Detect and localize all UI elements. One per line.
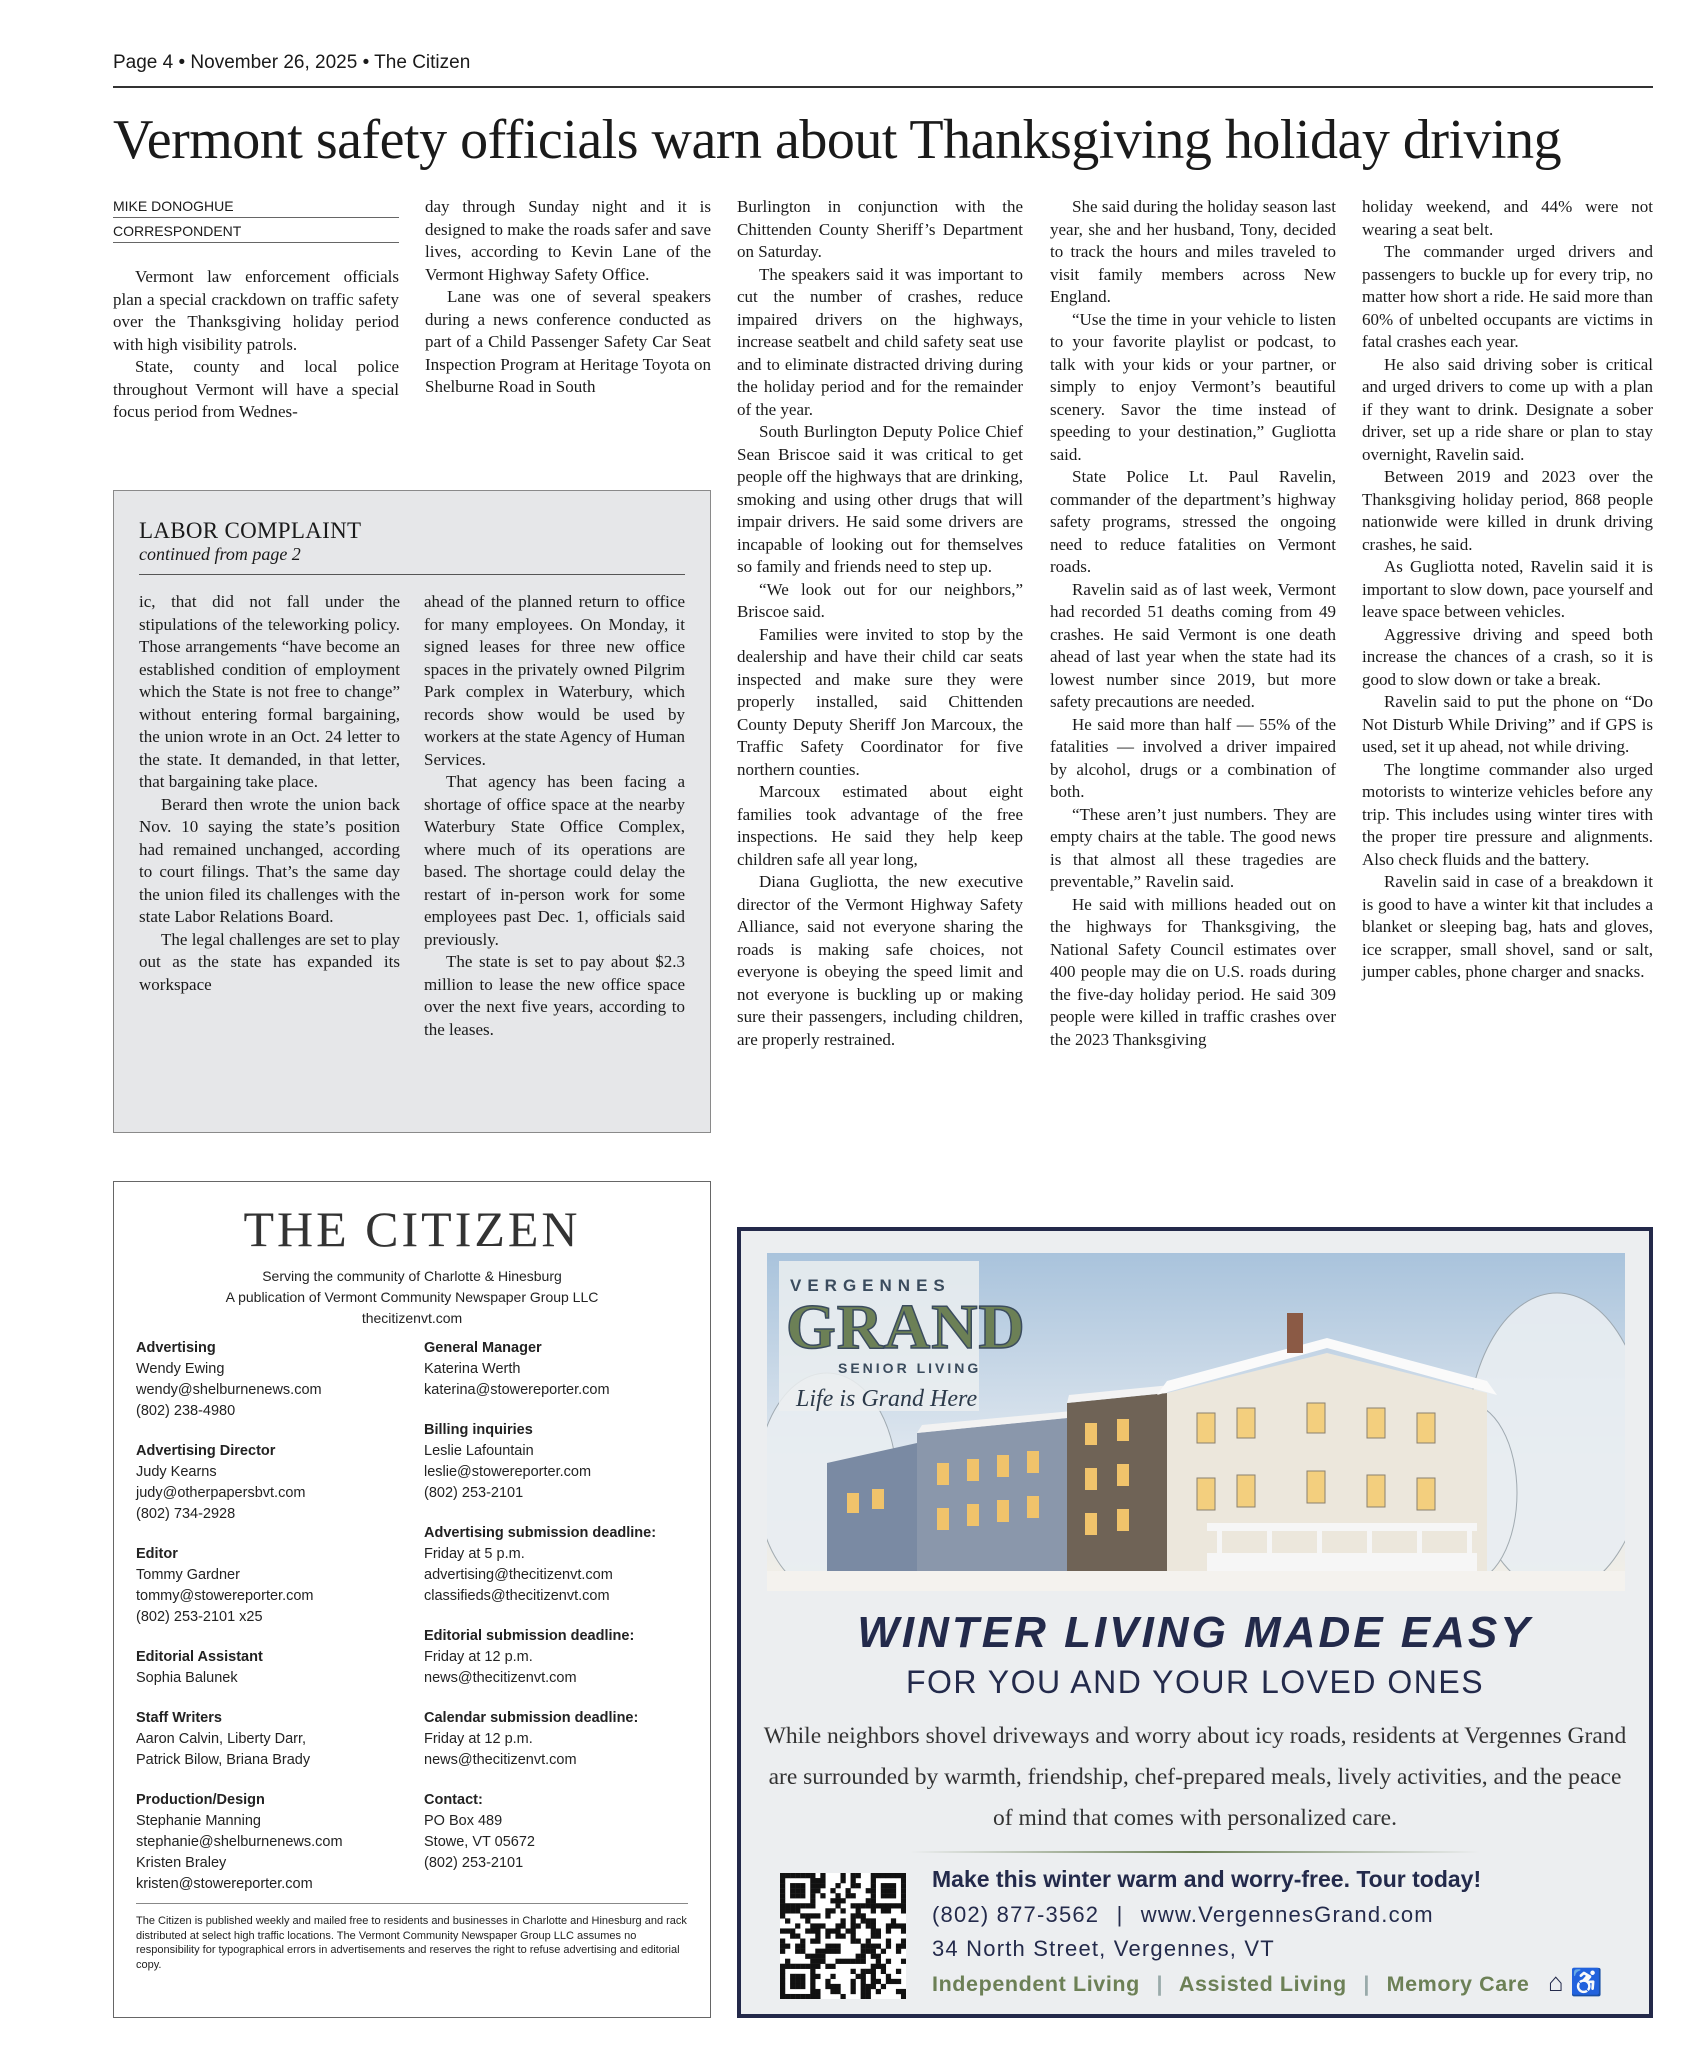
labor-column-2 [424,591,685,1041]
qr-code-graphic [780,1873,906,1999]
article-paragraph: The speakers said it was important to cut the number of crashes, reduce impaired drivers on the highways, increase seatbelt and child safety seat use and to eliminate distracted driving during the holiday period and for the remainder of the year. [737,264,1023,419]
staff-label: Advertising submission deadline: [424,1525,657,1541]
staff-email[interactable]: leslie@stowereporter.com [424,1464,592,1480]
ad-address: 34 North Street, Vergennes, VT [932,1936,1275,1961]
service-assisted-living: Assisted Living [1178,1972,1347,1996]
article-paragraph: He said with millions headed out on the highways for Thanksgiving, the National Safety Council estimates over 400 people may die on U.S. roads during the five-day holiday period. He said 309 people were killed in traffic crashes over the 2023 Thanksgiving [1050,894,1336,1049]
staff-phone: (802) 238-4980 [136,1403,236,1419]
staff-email[interactable]: katerina@stowereporter.com [424,1382,610,1398]
staff-line: Friday at 12 p.m. [424,1731,533,1747]
top-rule [113,86,1653,88]
ad-phone[interactable]: (802) 877-3562 [932,1902,1100,1927]
wheelchair-icon: ♿ [1570,1968,1603,1997]
ad-headline: WINTER LIVING MADE EASY [857,1608,1533,1657]
headline: Vermont safety officials warn about Thanksgiving holiday driving [113,109,1562,171]
staff-block [424,1338,694,1401]
ad-call-to-action: Make this winter warm and worry-free. Tour today! [932,1866,1482,1892]
staff-phone: (802) 253-2101 [424,1855,524,1871]
article-paragraph: Ravelin said as of last week, Vermont had recorded 51 deaths coming from 49 crashes. He said Vermont is one death ahead of last year when the state had its lowest number since 2019, but more safety precautions are needed. [1050,579,1336,711]
separator: | [1116,1902,1124,1927]
staff-label: Contact: [424,1792,483,1808]
ad-divider [910,1851,1480,1853]
byline [113,196,399,246]
byline-name: MIKE DONOGHUE [113,196,399,218]
ad-contact-line [932,1902,1434,1928]
ad-services [932,1972,1529,1997]
staff-list-left [136,1338,406,1914]
masthead-website[interactable]: thecitizenvt.com [361,1310,463,1326]
article-paragraph: Lane was one of several speakers during a news conference conducted as part of a Child Passenger Safety Car Seat Inspection Program at Heritage Toyota on Shelburne Road in South [425,287,711,396]
labor-paragraph: Berard then wrote the union back Nov. 10 saying the state’s position had remained unchanged, according to court filings. That’s the same day the union filed its challenges with the state Labor Relations Board. [139,794,400,926]
article-paragraph: As Gugliotta noted, Ravelin said it is important to slow down, pace yourself and leave space between vehicles. [1362,557,1653,621]
staff-line: Sophia Balunek [136,1670,238,1686]
ad-body: While neighbors shovel driveways and worry about icy roads, residents at Vergennes Grand are surrounded by warmth, friendship, chef-prepared meals, lively activities, and the peace of mind that comes with personalized care. [763,1723,1627,1831]
article-column-2 [425,196,711,399]
staff-line: Stowe, VT 05672 [424,1834,535,1850]
article-paragraph: Vermont law enforcement officials plan a special crackdown on traffic safety over the Thanksgiving holiday period with high visibility patrols. [113,267,399,354]
staff-label: Staff Writers [136,1710,222,1726]
staff-email[interactable]: tommy@stowereporter.com [136,1588,314,1604]
article-column-1 [113,266,399,424]
staff-label: General Manager [424,1340,542,1356]
staff-block [136,1338,406,1422]
staff-list-right [424,1338,694,1893]
article-paragraph: Diana Gugliotta, the new executive director of the Vermont Highway Safety Alliance, said not everyone sharing the roads is making safe choices, not everyone is obeying the speed limit and not everyone is buckling up or making sure their passengers, including children, are properly restrained. [737,872,1023,1049]
staff-line: Patrick Bilow, Briana Brady [136,1752,311,1768]
masthead-rule [136,1903,688,1904]
service-memory-care: Memory Care [1386,1972,1530,1996]
separator: | [1156,1972,1164,1996]
masthead-fineprint: The Citizen is published weekly and mailed free to residents and businesses in Charlotte and Hinesburg and rack distributed at select high traffic locations. The Vermont Community Newspaper Group LLC assumes no responsibility for typographical errors in advertisements and reserves the right to refuse advertising and editorial copy. [136,1915,687,1971]
article-paragraph: South Burlington Deputy Police Chief Sean Briscoe said it was critical to get people off the highways that are drinking, smoking and using other drugs that will impair drivers. He said some drivers are incapable of looking out for themselves so family and friends need to step up. [737,422,1023,576]
staff-email[interactable]: news@thecitizenvt.com [424,1670,577,1686]
staff-email[interactable]: wendy@shelburnenews.com [136,1382,322,1398]
staff-email[interactable]: judy@otherpapersbvt.com [136,1485,306,1501]
staff-line: Stephanie Manning [136,1813,261,1829]
byline-role: CORRESPONDENT [113,221,399,243]
labor-subtitle: continued from page 2 [139,544,301,564]
staff-line: Leslie Lafountain [424,1443,534,1459]
staff-block [136,1708,406,1771]
staff-label: Editorial submission deadline: [424,1628,635,1644]
ad-logo-main: GRAND [786,1291,1026,1362]
staff-label: Editorial Assistant [136,1649,263,1665]
staff-line: PO Box 489 [424,1813,503,1829]
staff-label: Billing inquiries [424,1422,533,1438]
article-paragraph: “We look out for our neighbors,” Briscoe said. [737,579,1023,621]
article-paragraph: The longtime commander also urged motorists to winterize vehicles before any trip. This includes using winter tires with the proper tire pressure and alignments. Also check fluids and the battery. [1362,759,1653,869]
equal-housing-icon: ⌂ [1548,1968,1564,1997]
staff-label: Editor [136,1546,178,1562]
masthead-publisher: A publication of Vermont Community Newspaper Group LLC [225,1289,599,1305]
article-column-5 [1362,196,1653,984]
staff-line: Friday at 12 p.m. [424,1649,533,1665]
masthead-title: THE CITIZEN [243,1201,581,1257]
staff-line: Wendy Ewing [136,1361,225,1377]
staff-block [136,1441,406,1525]
article-paragraph: Marcoux estimated about eight families took advantage of the free inspections. He said they help keep children safe all year long, [737,782,1023,869]
staff-line: Katerina Werth [424,1361,521,1377]
separator: | [1363,1972,1370,1996]
staff-label: Advertising [136,1340,216,1356]
article-paragraph: Ravelin said in case of a breakdown it is good to have a winter kit that includes a blanket or sleeping bag, hats and gloves, ice scrapper, small shovel, sand or salt, jumper cables, phone charger and snacks. [1362,872,1653,981]
staff-block [136,1790,406,1895]
article-column-3 [737,196,1023,1051]
article-paragraph: He also said driving sober is critical and urged drivers to come up with a plan if they want to drink. Designate a sober driver, set up a ride share or plan to stay overnight, Ravelin said. [1362,354,1653,464]
ad-logo-top: VERGENNES [790,1276,951,1295]
staff-block [136,1647,406,1689]
staff-block [424,1790,694,1874]
staff-block [424,1626,694,1689]
article-paragraph: He said more than half — 55% of the fatalities — involved a driver impaired by alcohol, drugs or a combination of both. [1050,714,1336,801]
staff-phone: (802) 253-2101 x25 [136,1609,263,1625]
article-paragraph: Families were invited to stop by the dealership and have their child car seats inspected and make sure they were properly installed, said Chittenden County Deputy Sheriff Jon Marcoux, the Traffic Safety Coordinator for five northern counties. [737,624,1023,779]
article-paragraph: Burlington in conjunction with the Chittenden County Sheriff’s Department on Saturday. [737,197,1023,261]
article-paragraph: Between 2019 and 2023 over the Thanksgiving holiday period, 868 people nationwide were killed in drunk driving crashes, he said. [1362,467,1653,554]
article-paragraph: day through Sunday night and it is designed to make the roads safer and save lives, according to Kevin Lane of the Vermont Highway Safety Office. [425,197,711,284]
article-paragraph: The commander urged drivers and passengers to buckle up for every trip, no matter how short a ride. He said more than 60% of unbelted occupants are victims in fatal crashes each year. [1362,242,1653,351]
staff-email[interactable]: advertising@thecitizenvt.com [424,1567,613,1583]
staff-email[interactable]: news@thecitizenvt.com [424,1752,577,1768]
article-column-4 [1050,196,1336,1051]
labor-title: LABOR COMPLAINT [139,518,362,543]
staff-block [136,1544,406,1628]
staff-line: Judy Kearns [136,1464,217,1480]
service-independent-living: Independent Living [932,1972,1140,1996]
article-paragraph: She said during the holiday season last year, she and her husband, Tony, decided to track the hours and miles traveled to visit family members across New England. [1050,197,1336,306]
ad-accessibility-icons [1548,1968,1602,1998]
labor-column-1 [139,591,400,996]
article-paragraph: holiday weekend, and 44% were not wearing a seat belt. [1362,197,1653,239]
staff-phone: (802) 734-2928 [136,1506,236,1522]
labor-paragraph: ic, that did not fall under the stipulations of the teleworking policy. Those arrangements “have become an established condition of employment which the State is not free to change” without entering formal bargaining, the union wrote in an Oct. 24 letter to the state. It demanded, in that letter, that bargaining take place. [139,592,400,791]
masthead-tagline: Serving the community of Charlotte & Hinesburg [262,1268,562,1284]
labor-rule [139,574,685,575]
staff-email[interactable]: kristen@stowereporter.com [136,1876,313,1892]
article-paragraph: “Use the time in your vehicle to listen to your favorite playlist or podcast, to talk with your kids or your partner, or simply to enjoy Vermont’s beautiful scenery. Savor the time instead of speeding to your destination,” Gugliotta said. [1050,309,1336,464]
labor-paragraph: The state is set to pay about $2.3 million to lease the new office space over the next five years, according to the leases. [424,952,685,1039]
qr-code-icon[interactable] [780,1873,906,1999]
staff-block [424,1708,694,1771]
staff-block [424,1420,694,1504]
ad-logo-script: Life is Grand Here [796,1386,978,1412]
staff-label: Production/Design [136,1792,265,1808]
staff-line: Tommy Gardner [136,1567,240,1583]
staff-email[interactable]: stephanie@shelburnenews.com [136,1834,343,1850]
article-paragraph: State Police Lt. Paul Ravelin, commander of the department’s highway safety programs, stressed the ongoing need to reduce fatalities on Vermont roads. [1050,467,1336,576]
staff-block [424,1523,694,1607]
staff-label: Advertising Director [136,1443,276,1459]
ad-subhead: FOR YOU AND YOUR LOVED ONES [905,1664,1485,1700]
staff-email[interactable]: classifieds@thecitizenvt.com [424,1588,610,1604]
article-paragraph: “These aren’t just numbers. They are empty chairs at the table. The good news is that almost all these tragedies are preventable,” Ravelin said. [1050,804,1336,891]
ad-logo-sub: SENIOR LIVING [838,1360,982,1376]
staff-phone: (802) 253-2101 [424,1485,524,1501]
staff-label: Calendar submission deadline: [424,1710,639,1726]
labor-paragraph: That agency has been facing a shortage of office space at the nearby Waterbury State Office Complex, where much of its operations are based. The shortage could delay the restart of in-person work for some employees past Dec. 1, officials said previously. [424,772,685,949]
labor-paragraph: The legal challenges are set to play out as the state has expanded its workspace [139,929,400,994]
ad-website[interactable]: www.VergennesGrand.com [1140,1902,1434,1927]
staff-line: Aaron Calvin, Liberty Darr, [136,1731,307,1747]
article-paragraph: State, county and local police throughout Vermont will have a special focus period from Wednes- [113,357,399,421]
staff-line: Friday at 5 p.m. [424,1546,525,1562]
labor-paragraph: ahead of the planned return to office for many employees. On Monday, it signed leases for three new office spaces in the privately owned Pilgrim Park complex in Waterbury, which records show would be used by workers at the state Agency of Human Services. [424,592,685,769]
article-paragraph: Ravelin said to put the phone on “Do Not Disturb While Driving” and if GPS is used, set it up ahead, not while driving. [1362,692,1653,756]
staff-line: Kristen Braley [136,1855,227,1871]
article-paragraph: Aggressive driving and speed both increase the chances of a crash, so it is good to slow down or take a break. [1362,624,1653,689]
page-folio: Page 4 • November 26, 2025 • The Citizen [113,52,471,73]
